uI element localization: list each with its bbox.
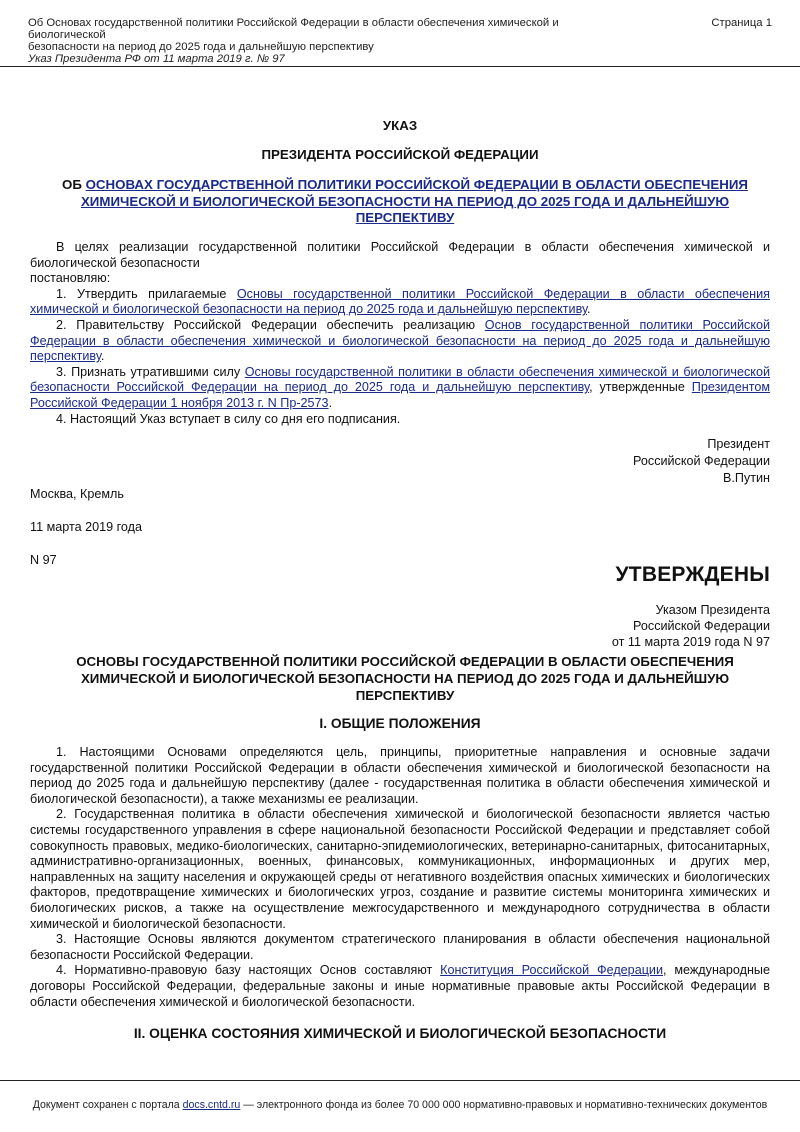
osnovy-body [30, 745, 770, 1010]
osnovy-paragraph-4 [30, 963, 770, 1010]
footer-text-end: — электронного фонда из более 70 000 000 нормативно-правовых и нормативно-технических документов [240, 1099, 768, 1111]
intro-paragraph: В целях реализации государственной политики Российской Федерации в области обеспечения химической и биологической безопасности [30, 240, 770, 270]
decree-item-3-link[interactable]: Основы государственной политики в области обеспечения химической и биологической безопасности Российской Федерации на период до 2025 года и дальнейшую перспективу [30, 364, 770, 395]
signature-title: Президент [707, 437, 770, 451]
decree-item-1 [30, 287, 770, 318]
decree-item-2 [30, 318, 770, 365]
decree-item-1-link[interactable]: Основы государственной политики Российской Федерации в области обеспечения химической и биологической безопасности на период до 2025 года и дальнейшую перспективу [30, 286, 770, 317]
decree-item-1-end: . [587, 302, 591, 317]
footer-text: Документ сохранен с портала [32, 1099, 183, 1111]
decree-item-3 [30, 365, 770, 412]
approved-line-2: Российской Федерации [633, 618, 770, 633]
approved-block [612, 603, 770, 650]
approved-line-1: Указом Президента [655, 603, 770, 617]
portal-link[interactable]: docs.cntd.ru [182, 1099, 241, 1111]
osnovy-paragraph-1: 1. Настоящими Основами определяются цель, принципы, приоритетные направления и основные задачи государственной политики Российской Федерации в области обеспечения химической и биологической безопасности на период до 2025 года и дальнейшую перспективу (далее - государственная политика в области обеспечения химической и биологической безопасности), а также механизмы ее реализации. [30, 745, 770, 806]
signature-name: В.Путин [722, 471, 770, 485]
page-number: Страница 1 [711, 17, 772, 29]
header-title-line-2: безопасности на период до 2025 года и дальнейшую перспективу [28, 41, 374, 53]
approved-heading: УТВЕРЖДЕНЫ [615, 563, 770, 586]
header-divider [0, 66, 800, 67]
signing-place: Москва, Кремль [30, 487, 124, 501]
decree-body [30, 240, 770, 427]
title-subject [40, 177, 770, 227]
title-ukaz: УКАЗ [382, 118, 418, 133]
intro-resolve: постановляю: [30, 271, 111, 286]
header-title-line-1: Об Основах государственной политики Российской Федерации в области обеспечения химической и биологической [28, 17, 559, 41]
osnovy-paragraph-4-end: , международные договоры Российской Федерации, федеральные законы и иные нормативные правовые акты Российской Федерации в области обеспечения химической и биологической безопасности. [30, 963, 770, 1009]
decree-number: N 97 [30, 553, 57, 567]
document-header [28, 17, 628, 65]
title-president: ПРЕЗИДЕНТА РОССИЙСКОЙ ФЕДЕРАЦИИ [261, 147, 539, 162]
title-subject-link[interactable]: ОСНОВАХ ГОСУДАРСТВЕННОЙ ПОЛИТИКИ РОССИЙСКОЙ ФЕДЕРАЦИИ В ОБЛАСТИ ОБЕСПЕЧЕНИЯ ХИМИЧЕСКОЙ И БИОЛОГИЧЕСКОЙ БЕЗОПАСНОСТИ НА ПЕРИОД ДО 2025 ГОДА И ДАЛЬНЕЙШУЮ ПЕРСПЕКТИВУ [80, 177, 748, 226]
decree-item-1-text: 1. Утвердить прилагаемые [56, 286, 237, 301]
signature-org: Российской Федерации [633, 454, 770, 468]
title-subject-prefix: ОБ [61, 177, 86, 192]
constitution-link[interactable]: Конституция Российской Федерации [440, 963, 663, 978]
decree-item-3-mid: , утвержденные [589, 380, 692, 395]
section-1-heading: I. ОБЩИЕ ПОЛОЖЕНИЯ [319, 716, 481, 731]
osnovy-paragraph-2: 2. Государственная политика в области обеспечения химической и биологической безопасности является частью системы государственного управления в сфере национальной безопасности Российской Федерации и представляет собой совокупность правовых, медико-биологических, санитарно-эпидемиологических, ветеринарно-санитарных, фитосанитарных, административно-организационных, военных, финансовых, коммуникационных, информационных и других мер, направленных на защиту населения и окружающей среды от негативного воздействия опасных химических и биологических факторов, предотвращение химических и биологических угроз, создание и развитие системы мониторинга химических и биологических рисков, а также на осуществление межгосударственного и международного сотрудничества в области химической и биологической безопасности. [30, 807, 770, 931]
osnovy-title: ОСНОВЫ ГОСУДАРСТВЕННОЙ ПОЛИТИКИ РОССИЙСКОЙ ФЕДЕРАЦИИ В ОБЛАСТИ ОБЕСПЕЧЕНИЯ ХИМИЧЕСКОЙ И БИОЛОГИЧЕСКОЙ БЕЗОПАСНОСТИ НА ПЕРИОД ДО 2025 ГОДА И ДАЛЬНЕЙШУЮ ПЕРСПЕКТИВУ [76, 654, 734, 703]
header-decree-ref: Указ Президента РФ от 11 марта 2019 г. № 97 [28, 53, 285, 65]
decree-item-2-link[interactable]: Основ государственной политики Российской Федерации в области обеспечения химической и биологической безопасности на период до 2025 года и дальнейшую перспективу [30, 317, 771, 364]
approved-line-3: от 11 марта 2019 года N 97 [611, 634, 770, 649]
section-2-heading: II. ОЦЕНКА СОСТОЯНИЯ ХИМИЧЕСКОЙ И БИОЛОГИЧЕСКОЙ БЕЗОПАСНОСТИ [133, 1026, 667, 1041]
osnovy-paragraph-4-text: 4. Нормативно-правовую базу настоящих Основ составляют [56, 963, 441, 978]
signature-block [633, 436, 770, 487]
decree-item-2-end: . [100, 349, 105, 364]
decree-item-4: 4. Настоящий Указ вступает в силу со дня его подписания. [56, 411, 401, 426]
decree-item-3-end: . [328, 395, 333, 410]
decree-item-3-link-2[interactable]: Президентом Российской Федерации 1 ноября 2013 г. N Пр-2573 [30, 380, 770, 410]
osnovy-paragraph-3: 3. Настоящие Основы являются документом стратегического планирования в области обеспечения национальной безопасности Российской Федерации. [30, 932, 770, 962]
document-footer [0, 1099, 800, 1111]
decree-item-3-text: 3. Признать утратившими силу [56, 364, 245, 379]
decree-item-2-text: 2. Правительству Российской Федерации обеспечить реализацию [56, 317, 485, 332]
footer-divider [0, 1080, 800, 1081]
signing-date: 11 марта 2019 года [30, 520, 143, 534]
